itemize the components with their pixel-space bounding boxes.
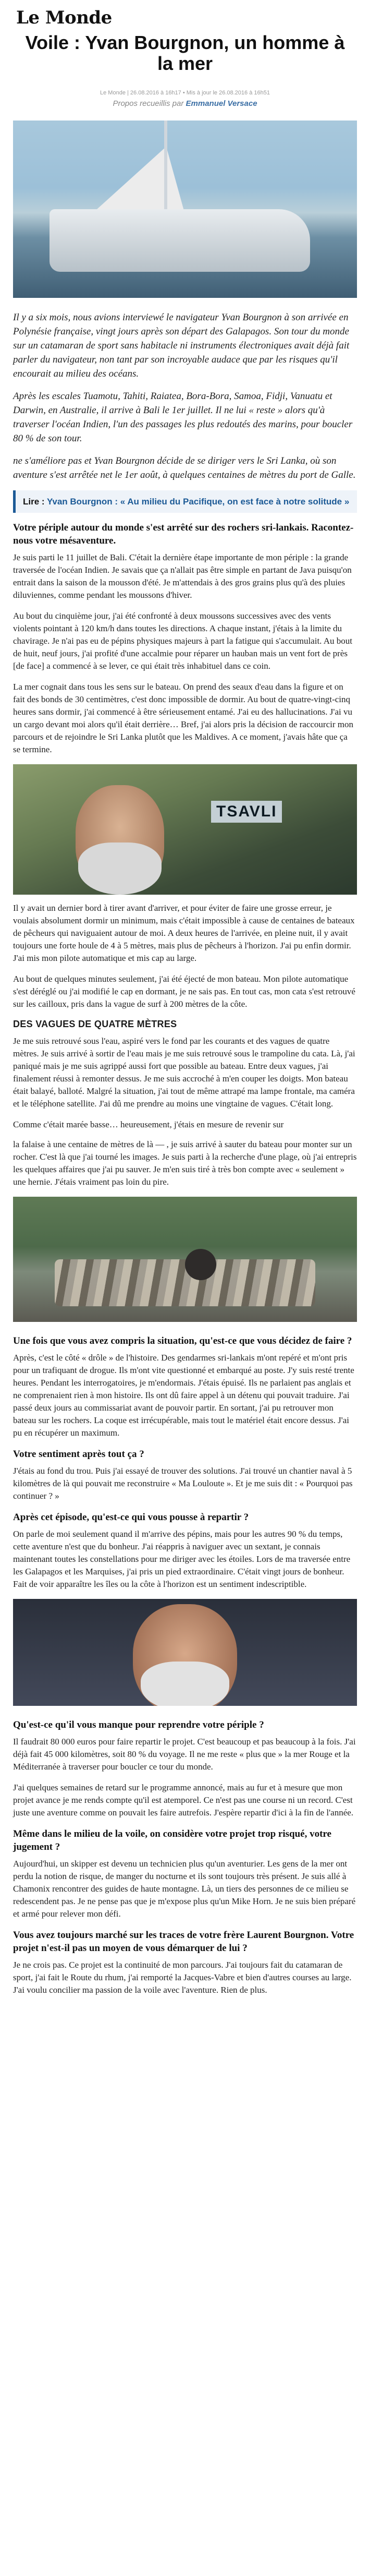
section-subheading: DES VAGUES DE QUATRE MÈTRES [13,1019,177,1029]
article-page [13,0,357,1996]
article-intro [13,310,357,482]
interview-question: Vous avez toujours marché sur les traces de votre frère Laurent Bourgnon. Votre projet n'est-il pas un moyen de vous démarquer de lui ? [13,1930,354,1954]
wreck-photo [13,1197,357,1322]
catamaran-photo [13,121,357,298]
credit-author[interactable]: Emmanuel Versace [186,99,257,108]
answer-paragraph: Je me suis retrouvé sous l'eau, aspiré vers le fond par les courants et des vagues de quatre mètres. Je suis arrivé à sortir de l'eau mais je me suis retrouvé sous le trampoline du cata. Là, j'ai paniqué mais je me suis agrippé aussi fort que possible au bateau. Entre deux vagues, j'ai finalement réussi à remonter dessus. Je me suis accroché à m'en couper les doigts. Mon bateau était balayé, balloté. Malgré la situation, j'ai tout de même attrapé ma lampe frontale, ma caméra et le téléphone satellite. J'ai dû me prendre au moins une vingtaine de vagues. C'était long. [13,1036,355,1109]
interview-question: Votre périple autour du monde s'est arrêté sur des rochers sri-lankais. Racontez-nous votre mésaventure. [13,522,354,546]
interview-question: Après cet épisode, qu'est-ce qui vous pousse à repartir ? [13,1512,249,1523]
answer-paragraph: Il y avait un dernier bord à tirer avant d'arriver, et pour éviter de faire une grosse erreur, je voulais absolument dormir un minimum, mais c'était impossible à cause de centaines de bateaux de pêcheurs qui naviguaient autour de moi. A deux heures de l'arrivée, en pleine nuit, il y avait toujours une forte houle de 4 à 5 mètres, mais plus de pêcheurs à l'horizon. J'ai pu enfin dormir. J'ai mis mon pilote automatique et mis cap au large. [13,903,355,963]
article-body [13,521,357,1996]
sailor-portrait-photo [13,1599,357,1706]
hull-shape [50,209,310,272]
article-title: Voile : Yvan Bourgnon, un homme à la mer [25,32,345,74]
sailor-beard-shape [78,842,162,895]
interview-question: Même dans le milieu de la voile, on considère votre projet trop risqué, votre jugement ? [13,1828,331,1852]
answer-paragraph: la falaise à une centaine de mètres de là — , je suis arrivé à sauter du bateau pour monter sur un rocher. C'est là que j'ai tourné les images. Je suis parti à la recherche d'une plage, où j'ai entrepris les quelques affaires que j'ai pu sauver. Je m'en suis tiré à très bon compte avec « seulement » une hernie. J'étais vraiment pas loin du pire. [13,1139,357,1187]
intro-paragraph: Il y a six mois, nous avions interviewé le navigateur Yvan Bourgnon à son arrivée en Polynésie française, vingt jours après son départ des Galapagos. Son tour du monde sur un catamaran de sport sans habitacle ni instruments électroniques avait déjà fait parler du navigateur, non tant par son incroyable audace que par les risques qu'il encourait au milieu des océans. [13,312,350,379]
answer-paragraph: Au bout du cinquième jour, j'ai été confronté à deux moussons successives avec des vents violents pointant à 120 km/h dans toutes les directions. A chaque instant, j'étais à la limite du chavirage. Je n'ai pas eu de pépins physiques majeurs à part la fatigue qui s'accumulait. Au bout de huit, neuf jours, j'ai profité d'une accalmie pour réparer un hauban mais un vent fort de près [de face] a commencé à se lever, ce qui était très inhabituel dans ce coin. [13,611,352,671]
answer-paragraph: J'étais au fond du trou. Puis j'ai essayé de trouver des solutions. J'ai trouvé un chantier naval à 5 kilomètres de là qui pouvait me reconstruire « Ma Louloute ». Et je me suis dit : « Pourquoi pas continuer ? » [13,1466,353,1501]
intro-paragraph: Après les escales Tuamotu, Tahiti, Raiatea, Bora-Bora, Samoa, Fidji, Vanuatu et Darwin, en Australie, il arrive à Bali le 1er juillet. Il ne lui « reste » alors qu'à traverser l'océan Indien, l'un des passages les plus redoutés des marins, pour boucler 80 % de son tour. [13,391,353,444]
answer-paragraph: Il faudrait 80 000 euros pour faire repartir le projet. C'est beaucoup et pas beaucoup à la fois. J'ai déjà fait 45 000 kilomètres, soit 80 % du voyage. Il ne me reste « plus que » la mer Rouge et la Méditerranée à traverser pour boucler ce tour du monde. [13,1737,356,1772]
interview-question: Votre sentiment après tout ça ? [13,1449,144,1460]
le-monde-logo[interactable]: Le Monde [16,7,112,28]
related-label: Lire : [23,497,45,507]
credit-prefix: Propos recueillis par [113,99,184,108]
answer-paragraph: Après, c'est le côté « drôle » de l'histoire. Des gendarmes sri-lankais m'ont repéré et m'ont pris pour un trafiquant de drogue. Ils m'ont vite questionné et embarqué au poste. J'y suis resté trente heures. Pendant les interrogatoires, je m'endormais. J'étais épuisé. Ils ne parlaient pas anglais et ne comprenaient rien à mon histoire. Ils ont dû faire appel à un détenu qui pouvait traduire. J'ai passé deux jours au commissariat avant de pouvoir partir. En sortant, j'ai pu retrouver mon bateau sur les rochers. La coque est irrécupérable, mais tout le matériel était encore dessus. J'ai pu en récupérer un maximum. [13,1353,354,1438]
answer-paragraph: J'ai quelques semaines de retard sur le programme annoncé, mais au fur et à mesure que mon projet avance je me rends compte qu'il est atemporel. Ce n'est pas une course ni un record. C'est juste une aventure comme on pouvait les faire autrefois. J'espère repartir d'ici à la fin de l'année. [13,1783,354,1817]
related-link[interactable]: Yvan Bourgnon : « Au milieu du Pacifique, on est face à notre solitude » [46,497,350,507]
sail-shape [91,147,185,214]
answer-paragraph: Au bout de quelques minutes seulement, j'ai été éjecté de mon bateau. Mon pilote automatique s'est déréglé ou j'ai modifié le cap en dormant, je ne sais pas. En tout cas, mon cata s'est retrouvé sur les cailloux, pris dans la vague de surf à 200 mètres de la côte. [13,974,355,1009]
answer-paragraph: Je ne crois pas. Ce projet est la continuité de mon parcours. J'ai toujours fait du catamaran de sport, j'ai fait le Route du rhum, j'ai remporté la Jacques-Vabre et bien d'autres courses au large. J'ai voulu concilier ma passion de la voile avec l'aventure. Rien de plus. [13,1960,352,1995]
answer-paragraph: La mer cognait dans tous les sens sur le bateau. On prend des seaux d'eau dans la figure et on fait des bonds de 30 centimètres, c'est donc impossible de dormir. Au bout de quatre-vingt-cinq heures sans dormir, j'ai commencé à être sérieusement entamé. J'ai eu des hallucinations. J'ai vu un cargo devant moi alors qu'il était derrière… Bref, j'ai alors pris la décision de raccourcir mon parcours et de rejoindre le Sri Lanka plutôt que les Maldives. A ce moment, j'avais hâte que ça se termine. [13,682,353,754]
answer-paragraph: Aujourd'hui, un skipper est devenu un technicien plus qu'un aventurier. Les gens de la mer ont perdu la notion de risque, de manger du nocturne et ils sont toujours très présent. Je suis allé à Chamonix rencontrer des guides de haute montagne. Là, un tiers des personnes de ce milieu se redescendent pas. Je ne pense pas que je m'expose plus qu'un Mike Horn. Je ne suis bien préparé et armé pour relever mon défi. [13,1859,356,1919]
interview-question: Une fois que vous avez compris la situation, qu'est-ce que vous décidez de faire ? [13,1335,352,1346]
portrait-beard-shape [141,1662,229,1706]
people-shape [185,1249,216,1280]
article-credit [13,99,357,108]
answer-paragraph-cut: Comme c'était marée basse… heureusement, j'étais en mesure de revenir sur [13,1120,284,1129]
interview-question: Qu'est-ce qu'il vous manque pour reprendre votre périple ? [13,1719,264,1730]
sailor-video-still[interactable] [13,764,357,895]
boat-name-text: TSAVLI [211,801,282,823]
intro-paragraph: ne s'améliore pas et Yvan Bourgnon décide de se diriger vers le Sri Lanka, où son aventure s'est arrêtée net le 1er août, à quelques centaines de mètres du port de Galle. [13,455,356,480]
article-dateline: Le Monde | 26.08.2016 à 16h17 • Mis à jour le 26.08.2016 à 16h51 [100,90,270,96]
answer-paragraph: Je suis parti le 11 juillet de Bali. C'était la dernière étape importante de mon périple : la grande traversée de l'océan Indien. Je savais que ça n'allait pas être simple en partant de Java puisqu'on entrait dans la saison de la mousson d'été. Je m'attendais à des gros grains plus qu'à des pluies diluviennes, comme pendant les moussons d'hiver. [13,552,352,600]
related-link-box[interactable] [13,490,357,513]
answer-paragraph: On parle de moi seulement quand il m'arrive des pépins, mais pour les autres 90 % du temps, cette aventure n'est que du bonheur. J'ai réappris à naviguer avec un sextant, je connais maintenant toutes les constellations pour me diriger avec les étoiles. Lors de ma traversée entre les Galapagos et les Marquises, j'ai pris un pied extraordinaire. C'était vingt jours de bonheur. Fait de voir apparaître les îles ou la côte à l'horizon est un sentiment indescriptible. [13,1529,351,1589]
